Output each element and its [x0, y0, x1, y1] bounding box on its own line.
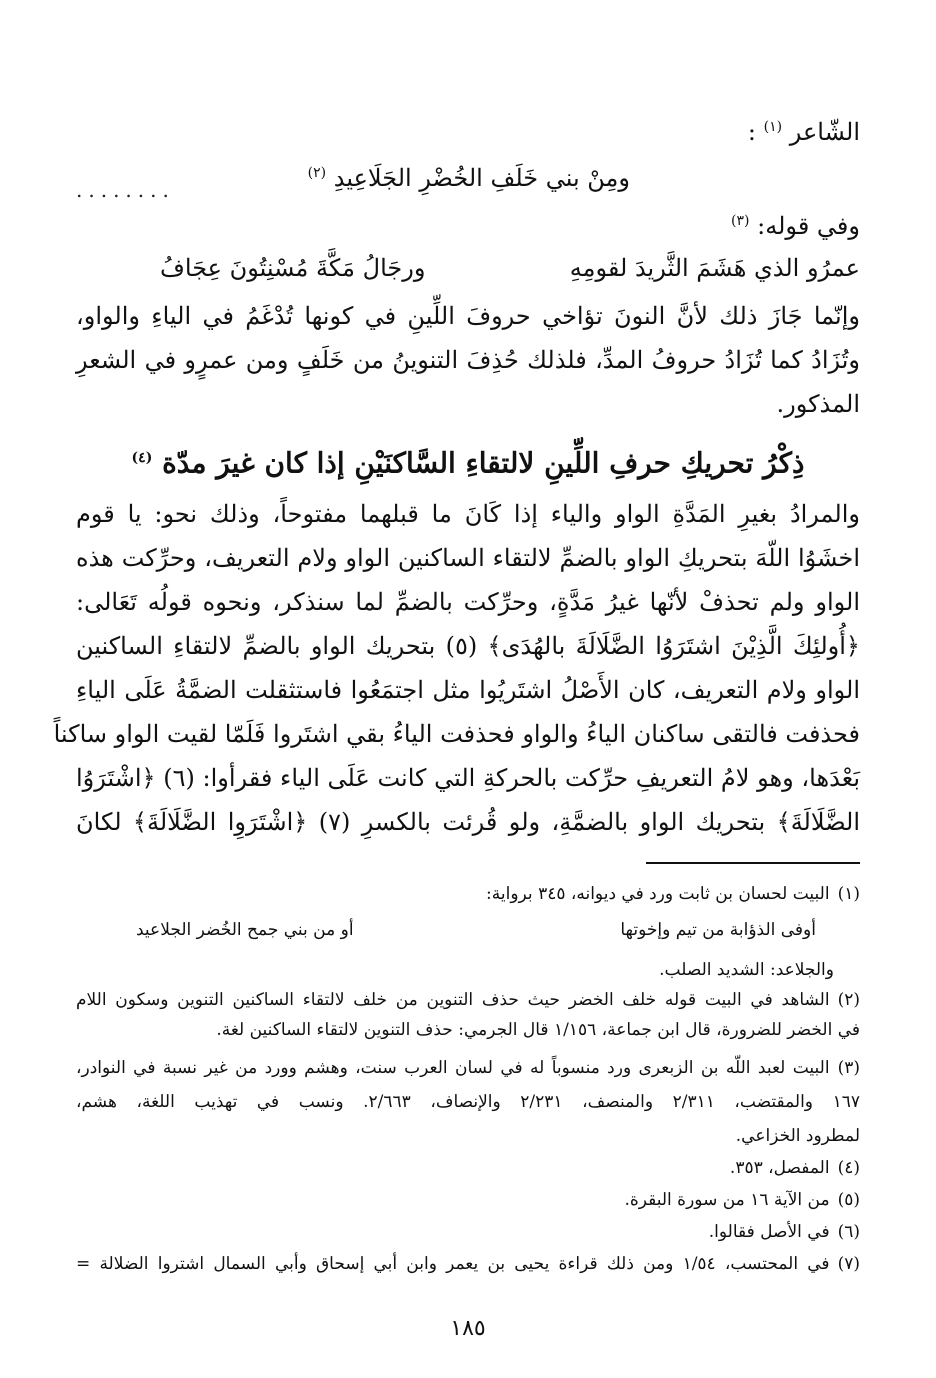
intro-colon: :: [747, 118, 756, 146]
footnote-text: البيت لحسان بن ثابت ورد في ديوانه، ٣٤٥ برواية:: [486, 884, 830, 904]
footnote-number: (٧): [837, 1254, 860, 1274]
section-line: ﴿أُولئِكَ الَّذِيْنَ اشتَرَوُا الضَّلَالَةَ بالهُدَى﴾ (٥) بتحريك الواو بالضمِّ لالتقاءِ الساكنين: [76, 632, 860, 660]
page-number: ١٨٥: [450, 1316, 486, 1341]
footnote-number: (٥): [837, 1190, 860, 1210]
footnote-text: في الأصل فقالوا.: [708, 1222, 830, 1242]
footnote-ref: (٣): [731, 213, 750, 229]
verse-second-hemistich: ورجَالُ مَكَّةَ مُسْنِتُونَ عِجَافُ: [160, 254, 426, 282]
section-line: والمرادُ بغيرِ المَدَّةِ الواو والياء إذا كَانَ ما قبلهما مفتوحاً، وذلك نحو: يا قوم: [76, 500, 860, 528]
footnote-text: الشاهد في البيت قوله خلف الخضر حيث حذف التنوين من خلف لالتقاء الساكنين التنوين وسكون اللام: [76, 990, 830, 1010]
section-heading: [76, 436, 860, 485]
verse-text: ومِنْ بني خَلَفِ الخُضْرِ الجَلَاعِيدِ: [333, 164, 630, 192]
footnote-text: المفصل، ٣٥٣.: [729, 1158, 830, 1178]
footnote-2-cont: في الخضر للضرورة، قال ابن جماعة، ١/١٥٦ قال الجرمي: حذف التنوين لالتقاء الساكنين لغة.: [216, 1020, 860, 1040]
body-line: وتُزَادُ كما تُزَادُ حروفُ المدِّ، فلذلك حُذِفَ التنوينُ من خَلَفٍ ومن عمرٍو في الشعرِ: [76, 346, 860, 374]
footnote-text: من الآية ١٦ من سورة البقرة.: [624, 1190, 830, 1210]
section-line: الضَّلَالَةَ﴾ بتحريك الواو بالضمَّةِ، ولو قُرئت بالكسرِ (٧) ﴿اشْتَرَوِا الضَّلَالَةَ﴾ لكانَ: [76, 808, 860, 836]
footnote-verse-first: أوفى الذؤابة من تيم وإخوتها: [620, 920, 816, 940]
footnote-gloss: والجلاعد: الشديد الصلب.: [659, 960, 834, 980]
footnote-ref: (٤): [131, 450, 153, 466]
footnote-number: (٦): [837, 1222, 860, 1242]
body-line: المذكور.: [776, 390, 860, 418]
verse-first-hemistich: عمرُو الذي هَشَمَ الثَّريدَ لقومِهِ: [569, 254, 860, 282]
footnote-3-cont: ١٦٧ والمقتضب، ٢/٣١١ والمنصف، ٢/٢٣١ والإنصاف، ٢/٦٦٣. ونسب في تهذيب اللغة، هشم،: [76, 1092, 860, 1112]
section-line: الواو ولام التعريف، كان الأَصْلُ اشتَريُوا مثل اجتمَعُوا فاستثقلت الضمَّةُ عَلَى الياءِ: [76, 676, 860, 704]
footnote-ref: (١): [763, 119, 783, 135]
footnote-3-cont: لمطرود الخزاعي.: [735, 1126, 860, 1146]
footnote-6: [76, 1218, 860, 1247]
footnote-verse-second: أو من بني جمح الخُضر الجلاعيد: [136, 920, 354, 940]
section-line: اخشَوُا اللّهَ بتحريكِ الواو بالضمِّ لالتقاء الساكنين الواو ولام التعريف، وحرِّكت هذه: [76, 544, 860, 572]
footnote-number: (٤): [837, 1158, 860, 1178]
section-line: الواو ولم تحذفْ لأنّها غيرُ مَدَّةٍ، وحرِّكت بالضمِّ لما سنذكر، ونحوه قولُه تَعَالى:: [76, 588, 860, 616]
footnote-ref: (٢): [307, 165, 327, 181]
footnote-2: [76, 986, 860, 1015]
footnote-1: [76, 880, 860, 909]
footnote-separator: [646, 862, 860, 864]
verse-hemistich: [308, 164, 630, 192]
footnote-7: [76, 1250, 860, 1279]
section-heading-text: ذِكْرُ تحريكِ حرفِ اللِّينِ لالتقاءِ السَّاكنَيْنِ إذا كان غيرَ مدّة: [162, 446, 805, 480]
footnote-number: (٢): [837, 990, 860, 1010]
section-line: فحذفت فالتقى ساكنان الياءُ والواو فحذفت الياءُ بقي اشتَروا فَلَمّا لقيت الواو ساكناً: [53, 720, 860, 748]
footnote-4: [76, 1154, 860, 1183]
footnote-3: [76, 1054, 860, 1083]
footnote-text: البيت لعبد اللّه بن الزبعرى ورد منسوباً له في لسان العرب سنت، وهشم وورد من غير نسبة في النوادر،: [76, 1058, 830, 1078]
intro-text: الشّاعر: [789, 118, 860, 146]
footnote-number: (١): [837, 884, 860, 904]
section-line: بَعْدَها، وهو لامُ التعريفِ حرِّكت بالحركةِ التي كانت عَلَى الياء فقرأوا: (٦) ﴿اشْتَرَوُا: [76, 764, 860, 792]
body-line: وإنّما جَازَ ذلك لأنَّ النونَ تؤاخي حروفَ اللِّينِ في كونها تُدْغَمُ في الياءِ والواو،: [76, 302, 860, 330]
intro-line: [748, 118, 860, 146]
intro-line-2: [731, 212, 860, 240]
verse-ellipsis: ........: [76, 178, 175, 202]
intro2-text: وفي قوله:: [757, 212, 860, 240]
footnote-5: [76, 1186, 860, 1215]
footnote-text: في المحتسب، ١/٥٤ ومن ذلك قراءة يحيى بن يعمر وابن أبي إسحاق وأبي السمال اشتروا الضلالة =: [76, 1254, 830, 1274]
footnote-number: (٣): [837, 1058, 860, 1078]
